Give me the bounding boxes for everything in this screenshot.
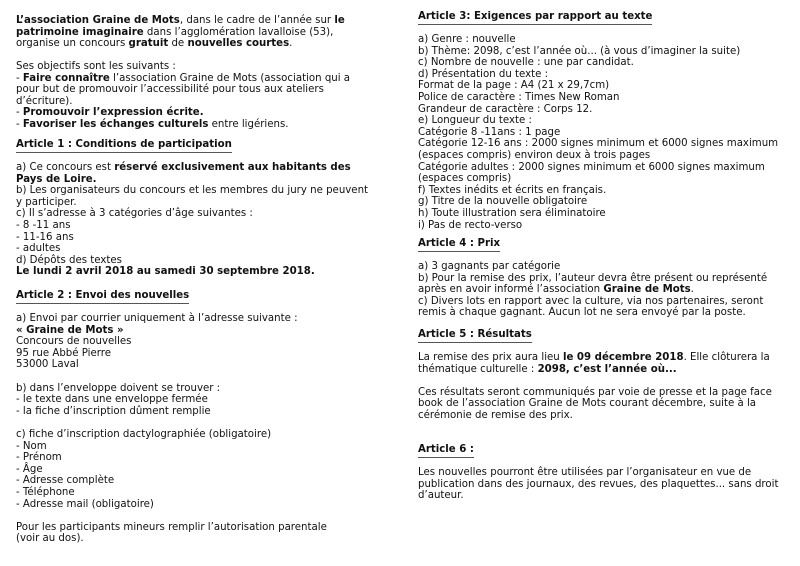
text: b) Les organisateurs du concours et les membres du jury ne peuvent [16,185,369,197]
article-6-heading: Article 6 : [418,444,474,458]
text: Les nouvelles pourront être utilisées par l’organisateur en vue de [418,467,752,478]
category-item: - 11-16 ans [16,231,74,243]
text: y participer. [16,196,77,208]
text: c) Divers lots en rapport avec la culture, via nos partenaires, seront [418,295,764,307]
article-5-heading: Article 5 : Résultats [418,329,532,343]
address-line: Concours de nouvelles [16,336,132,348]
text: . Elle clôturera la [683,352,770,363]
text: Catégorie 8 -11ans : 1 page [418,126,561,138]
address-line: 53000 Laval [16,359,79,371]
text: Promouvoir l’expression écrite. [22,107,204,119]
article-1-heading: Article 1 : Conditions de participation [16,139,232,153]
text: , dans le cadre de l’année sur [179,15,335,26]
objectives-list [16,61,396,131]
text: (voir au dos). [16,533,84,545]
text: b) Pour la remise des prix, l’auteur devra être présent ou représenté [418,272,768,284]
article-1 [16,139,396,278]
ceremony-date: le 09 décembre 2018 [562,352,684,363]
text: d’auteur. [418,490,464,502]
text: a) Envoi par courrier uniquement à l’adresse suivante : [16,313,298,324]
text: - [16,118,23,130]
text: publication dans des journaux, des revues, des plaquettes... sans droit [418,478,779,490]
association-name: L’association Graine de Mots [16,15,180,26]
text: gratuit [128,38,169,50]
category-item: - adultes [16,243,61,255]
text: (espaces compris) [418,173,512,185]
text: b) Thème: 2098, c’est l’année où... (à vous d’imaginer la suite) [418,45,741,57]
text: organise un concours [16,38,129,50]
text: e) Longueur du texte : [418,115,532,127]
text: réservé exclusivement aux habitants des [114,162,351,173]
text: i) Pas de recto-verso [418,219,523,231]
text: nouvelles courtes [187,38,290,50]
text: d’écriture). [16,95,73,107]
text: Catégorie 12-16 ans : 2000 signes minimum et 6000 signes maximum [418,138,779,150]
article-4-heading: Article 4 : Prix [418,238,500,252]
text: (espaces compris) environ deux à trois pages [418,149,651,161]
form-field-item: - Âge [16,463,43,475]
text: Graine de Mots [603,284,691,296]
text: après en avoir informé l’association [418,284,604,296]
text: d) Présentation du texte : [418,68,549,80]
text: pour but de promouvoir l’accessibilité pour tous aux ateliers [16,84,324,96]
text: Pour les participants mineurs remplir l’autorisation parentale [16,521,327,533]
text: l’association Graine de Mots (association qui a [109,72,351,84]
text: Catégorie adultes : 2000 signes minimum et 6000 signes maximum [418,161,765,173]
text: Faire connaître [22,72,110,84]
text: remis à chaque gagnant. Aucun lot ne sera envoyé par la poste. [418,307,746,319]
text: c) fiche d’inscription dactylographiée (obligatoire) [16,428,272,440]
text: entre ligériens. [208,118,289,130]
text: c) Nombre de nouvelle : une par candidat. [418,57,634,69]
article-5 [418,329,798,422]
text: le [334,15,345,26]
form-field-item: - Adresse complète [16,475,115,487]
text: Format de la page : A4 (21 x 29,7cm) [418,80,610,92]
text: Pays de Loire. [16,173,97,185]
text: Grandeur de caractère : Corps 12. [418,103,593,115]
article-6 [418,444,798,502]
text: a) Genre : nouvelle [418,34,516,45]
form-field-item: - Téléphone [16,486,75,498]
text: . [289,38,293,50]
objectives-title: Ses objectifs sont les suivants : [16,61,176,72]
text: thématique culturelle : [418,363,538,375]
text: - [16,72,23,84]
intro-paragraph [16,15,396,50]
text: g) Titre de la nouvelle obligatoire [418,196,588,208]
envelope-item: - le texte dans une enveloppe fermée [16,394,208,406]
form-field-item: - Nom [16,440,47,452]
text: patrimoine imaginaire [16,26,144,38]
form-field-item: - Adresse mail (obligatoire) [16,498,154,510]
text: Police de caractère : Times New Roman [418,91,620,103]
envelope-item: - la fiche d’inscription dûment remplie [16,405,211,417]
article-4 [418,238,798,319]
article-2-heading: Article 2 : Envoi des nouvelles [16,290,189,304]
article-3-heading: Article 3: Exigences par rapport au texte [418,11,652,25]
text: h) Toute illustration sera éliminatoire [418,207,606,219]
text: de [168,38,188,50]
text: Favoriser les échanges culturels [22,118,209,130]
text: c) Il s’adresse à 3 catégories d’âge suivantes : [16,208,253,220]
text: - [16,107,23,119]
address-line: « Graine de Mots » [16,324,124,336]
text: f) Textes inédits et écrits en français. [418,184,607,196]
text: cérémonie de remise des prix. [418,409,573,421]
submission-dates: Le lundi 2 avril 2018 au samedi 30 septembre 2018. [16,266,315,278]
text: d) Dépôts des textes [16,254,122,266]
category-item: - 8 -11 ans [16,219,71,231]
text: . [690,284,694,296]
form-field-item: - Prénom [16,452,62,464]
text: dans l’agglomération lavalloise (53), [143,26,334,38]
article-3 [418,11,798,231]
text: b) dans l’enveloppe doivent se trouver : [16,382,221,394]
text: 2098, c’est l’année où... [537,363,677,375]
address-line: 95 rue Abbé Pierre [16,347,112,359]
text: a) Ce concours est [16,162,115,173]
text: book de l’association Graine de Mots courant décembre, suite à la [418,398,757,410]
text: La remise des prix aura lieu [418,352,563,363]
text: Ces résultats seront communiqués par voie de presse et la page face [418,386,772,398]
text: a) 3 gagnants par catégorie [418,261,561,272]
article-2 [16,290,396,545]
